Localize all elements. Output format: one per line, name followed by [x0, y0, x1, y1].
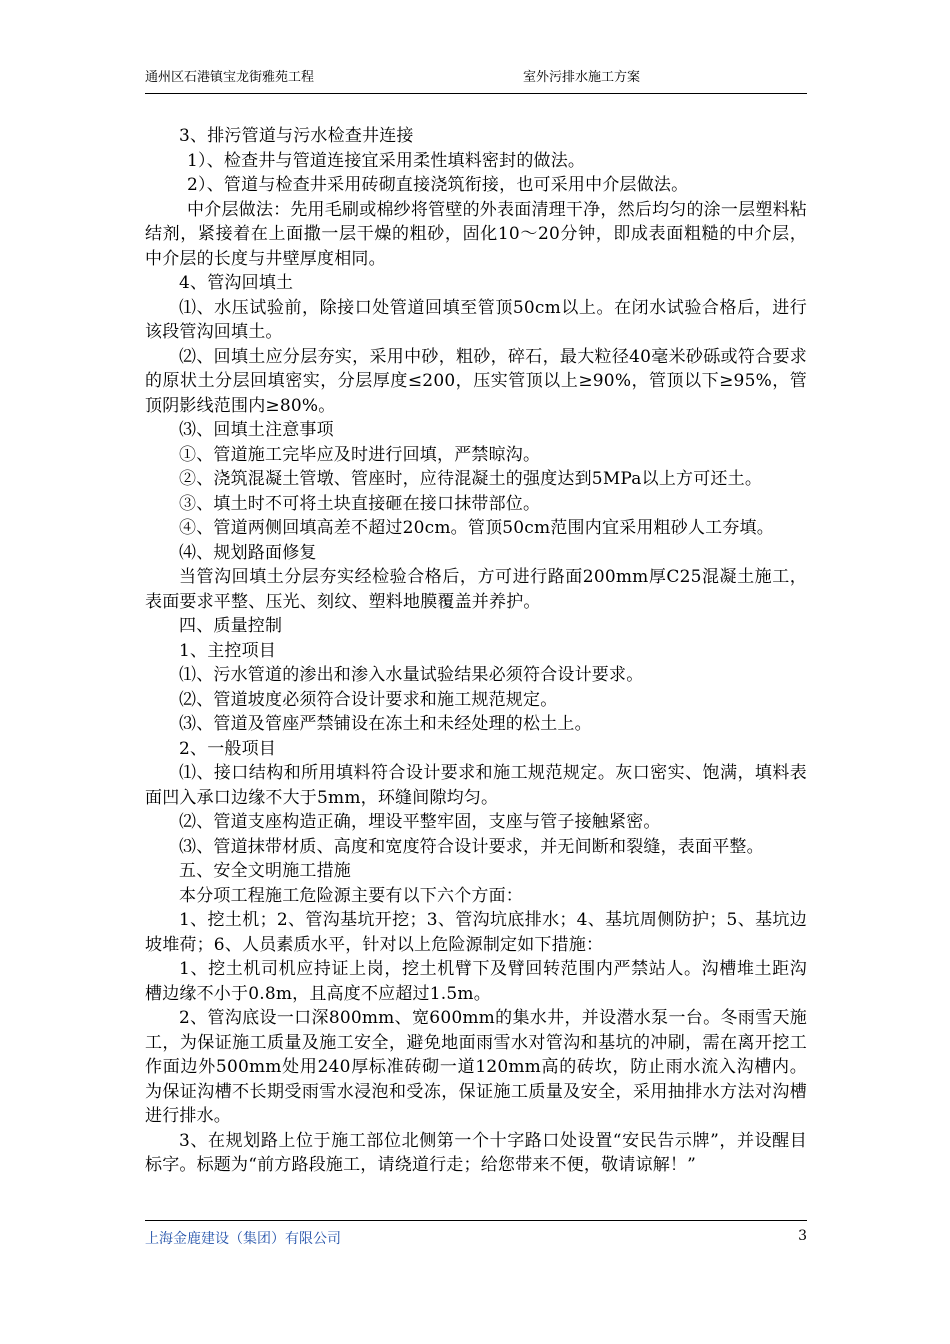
paragraph: 中介层做法：先用毛刷或棉纱将管壁的外表面清理干净，然后均匀的涂一层塑料粘结剂，紧接着在上面撒一层干燥的粗砂，固化10～20分钟，即成表面粗糙的中介层，中介层的长度与井壁厚度相同。	[145, 199, 807, 269]
page-number: 3	[798, 1228, 807, 1244]
paragraph: 2、管沟底设一口深800mm、宽600mm的集水井，并设潜水泵一台。冬雨雪天施工，为保证施工质量及施工安全，避免地面雨雪水对管沟和基坑的冲刷，需在离开挖工作面边外500mm处用240厚标准砖砌一道120mm高的砖坎，防止雨水流入沟槽内。为保证沟槽不长期受雨雪水浸泡和受冻，保证施工质量及安全，采用抽排水方法对沟槽进行排水。	[145, 1008, 807, 1126]
paragraph: 4、管沟回填土	[179, 273, 294, 293]
paragraph: 3、排污管道与污水检查井连接	[179, 126, 414, 146]
paragraph: ⑶、回填土注意事项	[179, 420, 334, 440]
paragraph: 2）、管道与检查井采用砖砌直接浇筑衔接，也可采用中介层做法。	[187, 175, 689, 195]
footer-company-name: 上海金鹿建设（集团）有限公司	[145, 1231, 341, 1247]
page-header	[145, 66, 805, 88]
paragraph: ⑵、管道支座构造正确，埋设平整牢固，支座与管子接触紧密。	[179, 812, 661, 832]
paragraph: 本分项工程施工危险源主要有以下六个方面：	[179, 885, 523, 906]
paragraph: 五、安全文明施工措施	[179, 861, 351, 881]
paragraph: ③、填土时不可将土块直接砸在接口抹带部位。	[179, 493, 541, 514]
paragraph: 1、主控项目	[179, 640, 277, 661]
paragraph: ④、管道两侧回填高差不超过20cm。管顶50cm范围内宜采用粗砂人工夯填。	[179, 518, 774, 538]
paragraph: 1、挖土机司机应持证上岗，挖土机臂下及臂回转范围内严禁站人。沟槽堆土距沟槽边缘不小于0.8m，且高度不应超过1.5m。	[145, 959, 807, 1004]
document-body	[145, 124, 807, 1178]
paragraph: 当管沟回填土分层夯实经检验合格后，方可进行路面200mm厚C25混凝土施工，表面要求平整、压光、刻纹、塑料地膜覆盖并养护。	[145, 567, 807, 612]
header-project-name: 通州区石港镇宝龙街雅苑工程	[145, 70, 315, 85]
paragraph: 3、在规划路上位于施工部位北侧第一个十字路口处设置“安民告示牌”，并设醒目标字。标题为“前方路段施工，请绕道行走；给您带来不便，敬请谅解！”	[145, 1130, 807, 1175]
paragraph: 1）、检查井与管道连接宜采用柔性填料密封的做法。	[187, 150, 586, 171]
paragraph: 四、质量控制	[179, 616, 283, 636]
paragraph: ⑵、回填土应分层夯实，采用中砂，粗砂，碎石，最大粒径40毫米砂砾或符合要求的原状土分层回填密实，分层厚度≤200，压实管顶以上≥90%，管顶以下≥95%，管顶阴影线范围内≥80%。	[145, 346, 807, 416]
footer-divider	[145, 1220, 807, 1221]
paragraph: ①、管道施工完毕应及时进行回填，严禁晾沟。	[179, 444, 541, 465]
paragraph: ⑷、规划路面修复	[179, 542, 317, 563]
paragraph: ⑵、管道坡度必须符合设计要求和施工规范规定。	[179, 689, 558, 710]
paragraph: ⑶、管道及管座严禁铺设在冻土和未经处理的松土上。	[179, 714, 592, 734]
paragraph: ②、浇筑混凝土管墩、管座时，应待混凝土的强度达到5MPa以上方可还土。	[179, 469, 763, 489]
paragraph: ⑴、污水管道的渗出和渗入水量试验结果必须符合设计要求。	[179, 665, 644, 685]
paragraph: 2、一般项目	[179, 738, 277, 759]
paragraph: ⑴、水压试验前，除接口处管道回填至管顶50cm以上。在闭水试验合格后，进行该段管沟回填土。	[145, 297, 807, 342]
header-divider	[145, 93, 807, 94]
paragraph: 1、挖土机；2、管沟基坑开挖；3、管沟坑底排水；4、基坑周侧防护；5、基坑边坡堆荷；6、人员素质水平，针对以上危险源制定如下措施：	[145, 910, 807, 955]
header-document-title: 室外污排水施工方案	[523, 70, 641, 85]
page-footer	[145, 1228, 807, 1248]
paragraph: ⑶、管道抹带材质、高度和宽度符合设计要求，并无间断和裂缝，表面平整。	[179, 836, 764, 857]
paragraph: ⑴、接口结构和所用填料符合设计要求和施工规范规定。灰口密实、饱满，填料表面凹入承口边缘不大于5mm，环缝间隙均匀。	[145, 763, 807, 808]
